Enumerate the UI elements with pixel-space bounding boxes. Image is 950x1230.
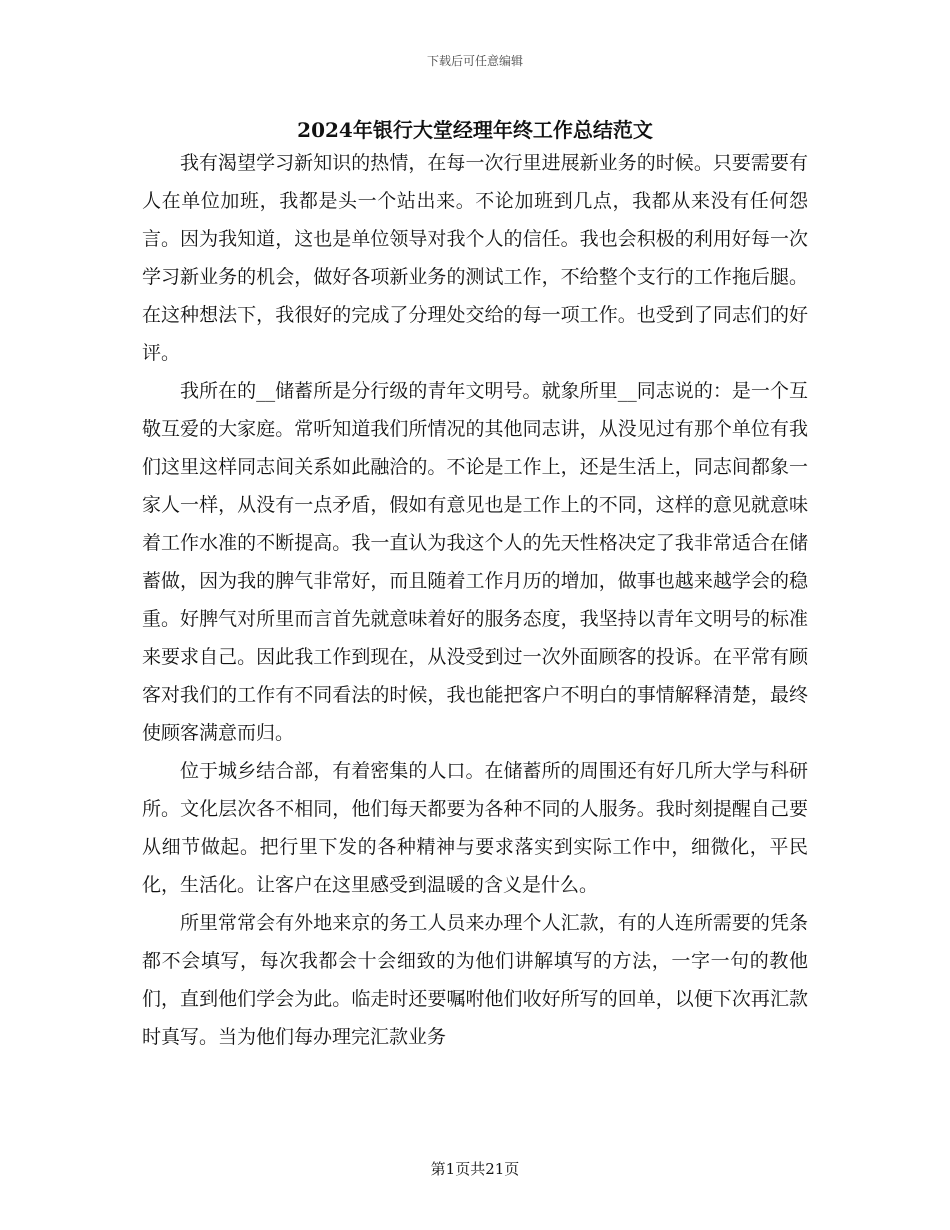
document-title: 2024年银行大堂经理年终工作总结范文	[297, 118, 653, 142]
paragraph-4: 所里常常会有外地来京的务工人员来办理个人汇款，有的人连所需要的凭条都不会填写，每次我都会十会细致的为他们讲解填写的方法，一字一句的教他们，直到他们学会为此。临走时还要嘱咐他们收好所写的回单，以便下次再汇款时真写。当为他们每办理完汇款业务	[142, 912, 808, 1048]
page-number-footer: 第1页共21页	[430, 1160, 520, 1178]
paragraph-3: 位于城乡结合部，有着密集的人口。在储蓄所的周围还有好几所大学与科研所。文化层次各不相同，他们每天都要为各种不同的人服务。我时刻提醒自己要从细节做起。把行里下发的各种精神与要求落实到实际工作中，细微化，平民化，生活化。让客户在这里感受到温暖的含义是什么。	[142, 760, 808, 896]
document-body	[142, 144, 808, 1056]
paragraph-2: 我所在的__储蓄所是分行级的青年文明号。就象所里__同志说的：是一个互敬互爱的大家庭。常听知道我们所情况的其他同志讲，从没见过有那个单位有我们这里这样同志间关系如此融洽的。不论是工作上，还是生活上，同志间都象一家人一样，从没有一点矛盾，假如有意见也是工作上的不同，这样的意见就意味着工作水准的不断提高。我一直认为我这个人的先天性格决定了我非常适合在储蓄做，因为我的脾气非常好，而且随着工作月历的增加，做事也越来越学会的稳重。好脾气对所里而言首先就意味着好的服务态度，我坚持以青年文明号的标准来要求自己。因此我工作到现在，从没受到过一次外面顾客的投诉。在平常有顾客对我们的工作有不同看法的时候，我也能把客户不明白的事情解释清楚，最终使顾客满意而归。	[142, 380, 808, 744]
header-note: 下载后可任意编辑	[426, 54, 523, 68]
paragraph-1: 我有渴望学习新知识的热情，在每一次行里进展新业务的时候。只要需要有人在单位加班，我都是头一个站出来。不论加班到几点，我都从来没有任何怨言。因为我知道，这也是单位领导对我个人的信任。我也会积极的利用好每一次学习新业务的机会，做好各项新业务的测试工作，不给整个支行的工作拖后腿。在这种想法下，我很好的完成了分理处交给的每一项工作。也受到了同志们的好评。	[142, 152, 808, 364]
